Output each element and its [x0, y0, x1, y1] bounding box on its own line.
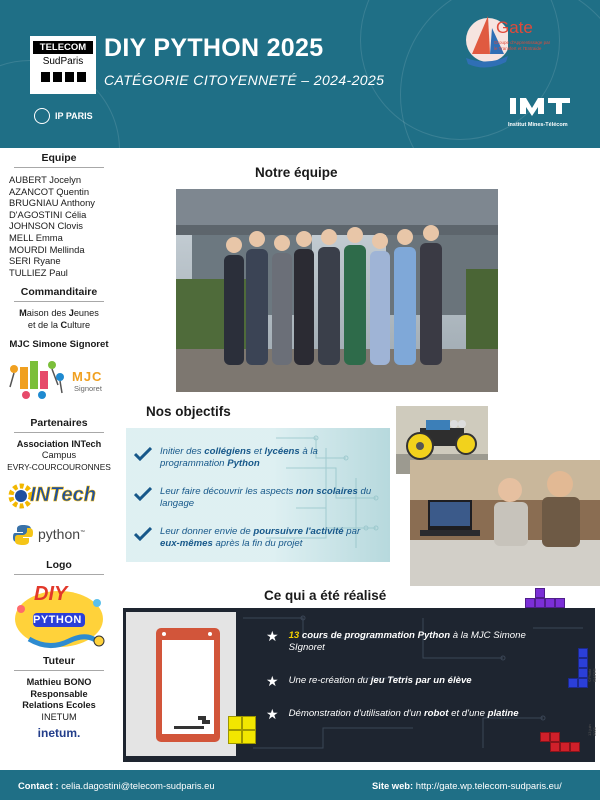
team-title: Equipe — [14, 152, 104, 168]
team-member: JOHNSON Clovis — [9, 220, 83, 232]
team-member: D'AGOSTINI Célia — [9, 208, 87, 220]
diy-logo-bottom: PYTHON — [33, 614, 82, 627]
achievements-title: Ce qui a été réalisé — [264, 588, 387, 603]
achievement-text-2 — [289, 675, 529, 687]
course-count: 13 — [288, 630, 300, 641]
sidebar — [0, 148, 118, 770]
sponsor-text: aison des — [26, 308, 69, 319]
poster-date: 13 juin 2025 — [587, 724, 597, 736]
tutor-company: INETUM — [41, 711, 77, 722]
objective-text: et — [251, 446, 265, 457]
poster-footer — [0, 770, 600, 800]
poster-title: DIY PYTHON 2025 — [104, 34, 324, 62]
objective-text-3 — [160, 526, 380, 550]
tutor-title: Tuteur — [14, 655, 104, 671]
python-snake-icon — [12, 524, 34, 546]
team-member: SERI Ryane — [9, 255, 61, 267]
mjc-logo — [0, 357, 118, 405]
team-photo-art — [176, 189, 498, 392]
objective-text: par — [343, 526, 361, 537]
mjc-logo-sub: Signoret — [74, 383, 102, 393]
intech-logo — [0, 479, 118, 515]
star-icon: ★ — [266, 673, 279, 689]
checkmark-icon — [134, 487, 152, 501]
objective-item-2 — [134, 486, 380, 510]
mjc-people-icon — [8, 357, 68, 401]
ip-paris-icon — [34, 108, 50, 124]
achievement-item-3 — [266, 708, 529, 721]
achievement-text-1 — [289, 630, 529, 654]
ip-paris-logo — [34, 108, 93, 124]
students-photo-art — [410, 460, 600, 586]
objective-text: après la fin du projet — [212, 538, 303, 549]
star-icon: ★ — [266, 628, 279, 644]
sponsor-line-1 — [0, 308, 118, 320]
objective-emphasis: poursuivre l'activité — [253, 526, 344, 537]
partners-title: Partenaires — [14, 417, 104, 433]
team-member: MELL Emma — [9, 231, 63, 243]
contact-label: Contact : — [18, 780, 59, 791]
achievement-text-3 — [289, 708, 529, 720]
achievement-text: à la MJC Simone SIgnoret — [288, 630, 526, 653]
objective-text-1 — [160, 446, 380, 470]
objective-emphasis: collégiens — [204, 446, 252, 457]
mjc-logo-main: MJC — [72, 368, 103, 384]
sponsor-title: Commanditaire — [14, 286, 104, 302]
inetum-logo — [0, 728, 118, 740]
tsp-logo-line1: TELECOM — [33, 41, 93, 54]
diy-logo-top: DIY — [34, 583, 68, 606]
objective-text: du langage — [160, 486, 372, 509]
team-photo — [176, 189, 498, 392]
python-logo-trademark: ™ — [80, 529, 86, 536]
mjc-logo-text — [72, 369, 102, 384]
achievement-text: Une re-création du — [288, 675, 371, 686]
tsp-logo-mark — [30, 72, 96, 82]
logo-title: Logo — [14, 559, 104, 575]
objective-emphasis: eux-mêmes — [160, 538, 213, 549]
imt-logo-mark — [508, 96, 572, 116]
tutor-name: Mathieu BONO — [26, 677, 92, 688]
objective-text: à la programmation — [160, 446, 318, 469]
tsp-logo-line2: SudParis — [42, 56, 84, 67]
imt-logo-text: Institut Mines-Télécom — [508, 122, 568, 128]
python-logo-text — [38, 526, 85, 542]
intech-logo-text: INTech — [30, 484, 96, 507]
python-logo-word: python — [38, 526, 81, 543]
achievement-item-1 — [266, 630, 529, 654]
partner-city: EVRY-COURCOURONNES — [7, 461, 111, 472]
objective-item-1 — [134, 446, 380, 470]
objectives-panel — [126, 428, 390, 562]
gate-logo — [462, 10, 552, 84]
sponsor-text: eunes — [73, 308, 99, 319]
initial-c: C — [60, 319, 68, 330]
objective-emphasis: non scolaires — [295, 486, 358, 497]
team-member: BRUGNIAU Anthony — [9, 197, 95, 209]
objective-text-2 — [160, 486, 380, 510]
team-member: AUBERT Jocelyn — [9, 174, 82, 185]
objective-text: Leur faire découvrir les aspects — [160, 486, 296, 497]
students-photo — [410, 460, 600, 586]
initial-m: M — [19, 308, 27, 319]
team-member: TULLIEZ Paul — [9, 266, 68, 278]
objective-text: Initier des — [160, 446, 205, 457]
achievement-text: Démonstration d'utilisation d'un — [288, 708, 424, 719]
photo-credit: ©Photo GATE® — [587, 668, 597, 682]
sponsor-text: ulture — [67, 319, 91, 330]
diy-python-logo — [0, 579, 118, 651]
tutor-role: Responsable — [30, 688, 88, 699]
achievement-emphasis: platine — [487, 708, 519, 719]
initial-j: J — [68, 308, 74, 319]
partner-campus: Campus — [41, 450, 77, 461]
team-member: AZANCOT Quentin — [9, 185, 90, 197]
star-icon: ★ — [266, 706, 279, 722]
python-logo — [0, 521, 118, 551]
poster-header — [0, 0, 600, 148]
sponsor-line-2 — [0, 320, 118, 332]
achievement-emphasis: robot — [423, 708, 449, 719]
tetris-device-photo — [126, 612, 236, 756]
website-link[interactable]: http://gate.wp.telecom-sudparis.eu/ — [415, 780, 562, 791]
checkmark-icon — [134, 527, 152, 541]
tutor-role: Relations Ecoles — [22, 700, 96, 711]
checkmark-icon — [134, 447, 152, 461]
gate-logo-tagline: Groupe d'Apprentissage par le Transfert et l'Entraide — [494, 40, 551, 51]
achievement-emphasis: cours de programmation Python — [299, 630, 451, 641]
objective-text: Leur donner envie de — [160, 526, 254, 537]
achievement-emphasis: jeu Tetris par un élève — [370, 675, 472, 686]
sponsor-name: MJC Simone Signoret — [9, 339, 109, 351]
team-member: MOURDI Mellinda — [9, 243, 85, 255]
telecom-sudparis-logo — [30, 36, 96, 94]
website-info — [372, 780, 562, 791]
partner-name: Association INTech — [16, 438, 102, 449]
contact-info — [18, 780, 215, 791]
achievement-item-2 — [266, 675, 529, 688]
team-list — [0, 168, 118, 278]
ip-paris-label: IP PARIS — [55, 111, 93, 121]
objective-emphasis: lycéens — [264, 446, 300, 457]
gate-logo-name: Gate — [496, 18, 533, 37]
objectives-title: Nos objectifs — [146, 404, 231, 419]
objective-emphasis: Python — [227, 458, 260, 469]
tetris-device-art — [126, 612, 236, 756]
sponsor-text: et de la — [27, 319, 61, 330]
inetum-logo-text: inetum. — [37, 726, 81, 741]
achievement-text: et d'une — [448, 708, 488, 719]
contact-email[interactable]: celia.dagostini@telecom-sudparis.eu — [61, 780, 215, 791]
team-section-title: Notre équipe — [255, 165, 338, 180]
objective-item-3 — [134, 526, 380, 550]
website-label: Site web: — [372, 780, 414, 791]
poster-subtitle: CATÉGORIE CITOYENNETÉ – 2024-2025 — [104, 72, 385, 88]
imt-logo — [508, 96, 572, 128]
